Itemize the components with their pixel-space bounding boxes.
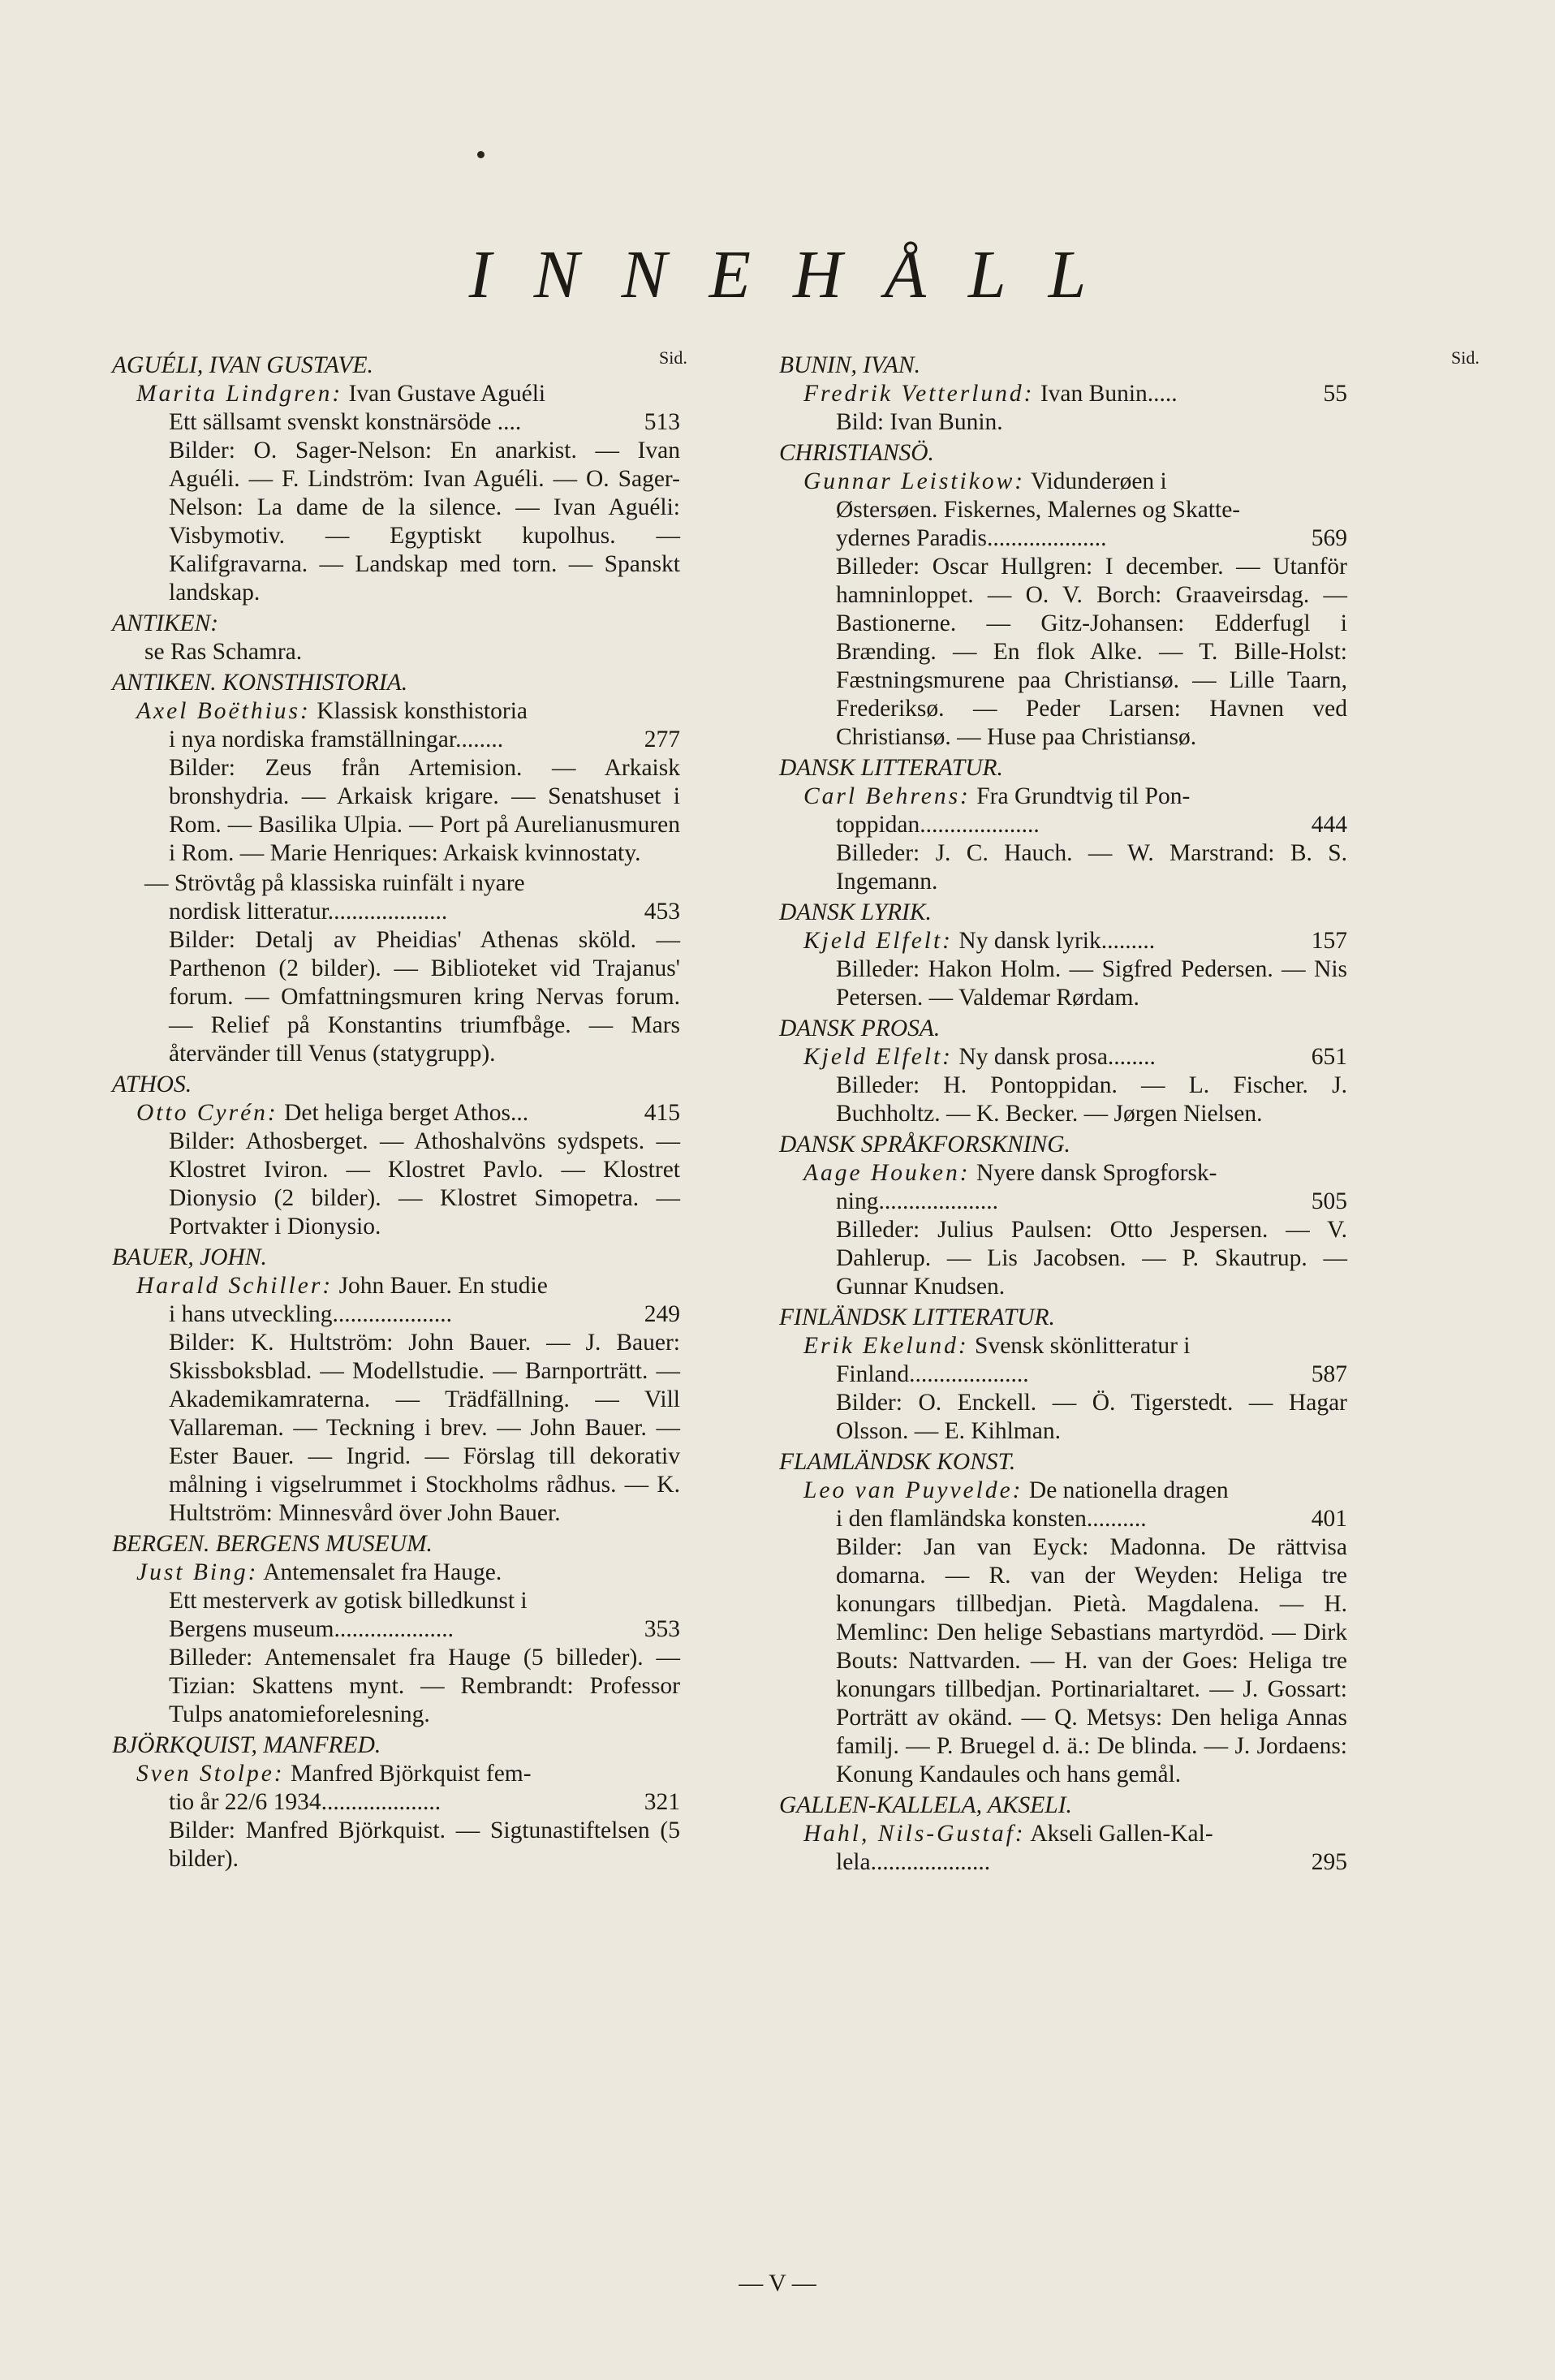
entry-heading: BUNIN, IVAN. — [779, 352, 920, 378]
entry-page-number: 513 — [644, 409, 680, 435]
entry-title-line — [779, 468, 1347, 496]
entry-title-text: se Ras Schamra. — [144, 639, 303, 665]
entry-title-text: Ett sällsamt svenskt konstnärsöde .... — [169, 409, 522, 435]
entry-page-number: 651 — [1311, 1044, 1347, 1070]
entry-title-line — [779, 783, 1347, 811]
entry-heading: FINLÄNDSK LITTERATUR. — [779, 1304, 1055, 1330]
entry-author: Erik Ekelund: — [803, 1333, 969, 1359]
page-column-label-left: Sid. — [659, 347, 687, 368]
entry-title-text: Ivan Bunin..... — [1040, 381, 1178, 407]
entry-title-text: Østersøen. Fiskernes, Malernes og Skatte- — [836, 497, 1241, 523]
entry-title-text: toppidan.................... — [836, 812, 1040, 838]
entry-title-text: Antemensalet fra Hauge. — [263, 1559, 502, 1585]
entry-page-number: 353 — [644, 1616, 680, 1642]
entry-illustrations: Bilder: Athosberget. — Athoshalvöns sydspets. — Klostret Iviron. — Klostret Pavlo. — Klostret Dionysio (2 bilder). — Klostret Simopetra. — Portvakter i Dionysio. — [169, 1128, 680, 1240]
entry-title-text: Akseli Gallen-Kal- — [1030, 1821, 1213, 1847]
entry-heading: BERGEN. BERGENS MUSEUM. — [112, 1531, 433, 1557]
entry-title-line — [779, 380, 1347, 408]
entry-illustrations: Bilder: O. Sager-Nelson: En anarkist. — Ivan Aguéli. — F. Lindström: Ivan Aguéli. — O. Sager-Nelson: La dame de la silence. — Ivan Aguéli: Visbymotiv. — Egyptiskt kupolhus. — Kalifgravarna. — Landskap med torn. — Spanskt landskap. — [169, 438, 680, 606]
index-entry — [779, 1015, 1347, 1128]
index-entry — [779, 1448, 1347, 1789]
entry-illustrations: Billeder: Julius Paulsen: Otto Jespersen. — V. Dahlerup. — Lis Jacobsen. — P. Skautrup. — Gunnar Knudsen. — [836, 1217, 1347, 1300]
index-entry — [779, 899, 1347, 1012]
entry-author: Kjeld Elfelt: — [803, 1044, 954, 1070]
index-entry — [112, 869, 680, 1068]
page-column-label-right: Sid. — [1451, 347, 1480, 368]
entry-title-text: Ivan Gustave Aguéli — [348, 381, 546, 407]
entry-title-line — [112, 408, 680, 437]
entry-illustrations: Bilder: Detalj av Pheidias' Athenas sköld. — Parthenon (2 bilder). — Biblioteket vid Trajanus' forum. — Omfattningsmuren kring Nervas forum. — Relief på Konstantins triumfbåge. — Mars återvänder till Venus (statygrupp). — [169, 927, 680, 1067]
entry-illustrations: Bilder: K. Hultström: John Bauer. — J. Bauer: Skissboksblad. — Modellstudie. — Barnporträtt. — Akademikamraterna. — Trädfällning. — Vill Vallareman. — Teckning i brev. — John Bauer. — Ester Bauer. — Ingrid. — Förslag till dekorativ målning i vigselrummet i Stockholms rådhus. — K. Hultström: Minnesvård över John Bauer. — [169, 1330, 680, 1526]
entry-title-line — [112, 1587, 680, 1615]
entry-heading: DANSK SPRÅKFORSKNING. — [779, 1132, 1070, 1158]
entry-author: Harald Schiller: — [136, 1273, 334, 1299]
entry-title-text: i den flamländska konsten.......... — [836, 1506, 1147, 1532]
entry-page-number: 569 — [1311, 525, 1347, 551]
entry-author: Just Bing: — [136, 1559, 259, 1585]
index-entry — [779, 1131, 1347, 1301]
entry-title-line — [779, 811, 1347, 839]
index-entry — [779, 754, 1347, 896]
entry-title-text: Ny dansk lyrik......... — [958, 928, 1156, 954]
entry-illustrations: Bilder: Zeus från Artemision. — Arkaisk bronshydria. — Arkaisk krigare. — Senatshuset i Rom. — Basilika Ulpia. — Port på Aurelianusmuren i Rom. — Marie Henriques: Arkaisk kvinnostaty. — [169, 755, 680, 866]
entry-title-line — [779, 496, 1347, 524]
index-entry — [112, 1244, 680, 1528]
entry-page-number: 444 — [1311, 812, 1347, 838]
index-entry — [112, 1530, 680, 1729]
entry-title-line — [779, 1360, 1347, 1389]
entry-title-text: Ny dansk prosa........ — [958, 1044, 1156, 1070]
entry-illustrations: Bilder: Jan van Eyck: Madonna. De rättvisa domarna. — R. van der Weyden: Heliga tre konungars tillbedjan. Pietà. Magdalena. — H. Memlinc: Den helige Sebastians martyrdöd. — Dirk Bouts: Nattvarden. — H. van der Goes: Heliga tre konungars tillbedjan. Portinarialtaret. — J. Gossart: Porträtt av okänd. — Q. Metsys: Den heliga Annas familj. — P. Bruegel d. ä.: De blinda. — J. Jordaens: Konung Kandaules och hans gemål. — [836, 1534, 1347, 1787]
entry-title-line — [112, 1788, 680, 1817]
entry-heading: AGUÉLI, IVAN GUSTAVE. — [112, 352, 373, 378]
entry-title-text: Vidunderøen i — [1030, 468, 1167, 494]
entry-page-number: 415 — [644, 1100, 680, 1126]
entry-title-text: Det heliga berget Athos... — [284, 1100, 529, 1126]
entry-author: Gunnar Leistikow: — [803, 468, 1026, 494]
entry-title-text: nordisk litteratur.................... — [169, 899, 448, 925]
entry-page-number: 453 — [644, 899, 680, 925]
entry-title-line — [779, 1820, 1347, 1848]
entry-title-line — [112, 1300, 680, 1329]
entry-title-text: lela.................... — [836, 1849, 991, 1875]
index-entry — [112, 1071, 680, 1241]
entry-title-text: Svensk skönlitteratur i — [975, 1333, 1191, 1359]
index-entry — [779, 1304, 1347, 1446]
entry-heading: CHRISTIANSÖ. — [779, 440, 934, 466]
entry-title-line — [112, 898, 680, 926]
entry-title-line — [779, 1848, 1347, 1877]
entry-illustrations: Bild: Ivan Bunin. — [836, 409, 1003, 435]
entry-author: Kjeld Elfelt: — [803, 928, 954, 954]
entry-title-line — [112, 380, 680, 408]
entry-heading: ATHOS. — [112, 1071, 192, 1097]
entry-title-line — [112, 697, 680, 726]
entry-illustrations: Billeder: H. Pontoppidan. — L. Fischer. J. Buchholtz. — K. Becker. — Jørgen Nielsen. — [836, 1072, 1347, 1127]
page-title: INNEHÅLL — [468, 237, 1129, 313]
index-entry — [779, 351, 1347, 437]
entry-title-line — [779, 927, 1347, 955]
entry-title-line — [112, 1272, 680, 1300]
entry-author: Axel Boëthius: — [136, 698, 311, 724]
entry-author: Otto Cyrén: — [136, 1100, 278, 1126]
entry-title-text: ydernes Paradis.................... — [836, 525, 1107, 551]
index-entry — [779, 439, 1347, 752]
entry-page-number: 587 — [1311, 1361, 1347, 1387]
entry-page-number: 295 — [1311, 1849, 1347, 1875]
entry-title-line — [779, 1043, 1347, 1071]
entry-title-text: Fra Grundtvig til Pon- — [976, 783, 1191, 809]
index-entry — [112, 351, 680, 607]
entry-author: Marita Lindgren: — [136, 381, 343, 407]
entry-author: Sven Stolpe: — [136, 1761, 285, 1787]
index-column-right — [779, 349, 1347, 1878]
entry-title-line — [779, 1332, 1347, 1360]
entry-title-line — [112, 1099, 680, 1127]
entry-illustrations: Billeder: J. C. Hauch. — W. Marstrand: B. S. Ingemann. — [836, 840, 1347, 895]
entry-title-line — [112, 1559, 680, 1587]
entry-title-text: Manfred Björkquist fem- — [291, 1761, 532, 1787]
entry-title-text: Bergens museum.................... — [169, 1616, 454, 1642]
entry-heading: DANSK LITTERATUR. — [779, 755, 1003, 781]
entry-title-text: tio år 22/6 1934.................... — [169, 1789, 442, 1815]
entry-illustrations: Bilder: O. Enckell. — Ö. Tigerstedt. — Hagar Olsson. — E. Kihlman. — [836, 1390, 1347, 1444]
entry-title-text: Klassisk konsthistoria — [317, 698, 528, 724]
entry-heading: GALLEN-KALLELA, AKSELI. — [779, 1792, 1072, 1818]
entry-illustrations: Billeder: Oscar Hullgren: I december. — Utanför hamninloppet. — O. V. Borch: Graaveirsdag. — Bastionerne. — Gitz-Johansen: Edderfugl i Brænding. — En flok Alke. — T. Bille-Holst: Fæstningsmurene paa Christiansø. — Lille Taarn, Frederiksø. — Peder Larsen: Havnen ved Christiansø. — Huse paa Christiansø. — [836, 554, 1347, 750]
entry-illustrations: Billeder: Antemensalet fra Hauge (5 billeder). — Tizian: Skattens mynt. — Rembrandt: Professor Tulps anatomieforelesning. — [169, 1645, 680, 1727]
entry-title-line — [779, 1505, 1347, 1533]
entry-illustrations: Billeder: Hakon Holm. — Sigfred Pedersen. — Nis Petersen. — Valdemar Rørdam. — [836, 956, 1347, 1011]
index-column-left — [112, 349, 680, 1875]
entry-author: Aage Houken: — [803, 1160, 971, 1186]
entry-heading: ANTIKEN. KONSTHISTORIA. — [112, 670, 408, 696]
index-entry — [112, 669, 680, 868]
entry-author: Hahl, Nils-Gustaf: — [803, 1821, 1026, 1847]
entry-title-text: — Strövtåg på klassiska ruinfält i nyare — [144, 870, 525, 896]
ink-dot — [477, 151, 485, 158]
index-entry — [779, 1791, 1347, 1877]
entry-title-text: ning.................... — [836, 1188, 998, 1214]
entry-page-number: 249 — [644, 1301, 680, 1327]
entry-title-text: John Bauer. En studie — [338, 1273, 548, 1299]
entry-author: Fredrik Vetterlund: — [803, 381, 1035, 407]
entry-heading: DANSK LYRIK. — [779, 899, 932, 925]
page-footer: — V — — [739, 2270, 816, 2296]
entry-author: Carl Behrens: — [803, 783, 971, 809]
entry-title-line — [779, 524, 1347, 553]
index-entry — [112, 1731, 680, 1873]
entry-page-number: 321 — [644, 1789, 680, 1815]
entry-title-text: Ett mesterverk av gotisk billedkunst i — [169, 1588, 528, 1614]
entry-heading: ANTIKEN: — [112, 610, 219, 636]
entry-heading: FLAMLÄNDSK KONST. — [779, 1449, 1016, 1475]
entry-page-number: 277 — [644, 727, 680, 752]
entry-page-number: 505 — [1311, 1188, 1347, 1214]
entry-title-text: i hans utveckling.................... — [169, 1301, 453, 1327]
entry-title-line — [779, 1159, 1347, 1188]
entry-title-text: i nya nordiska framställningar........ — [169, 727, 504, 752]
entry-title-line — [112, 726, 680, 754]
entry-heading: DANSK PROSA. — [779, 1015, 941, 1041]
entry-heading: BJÖRKQUIST, MANFRED. — [112, 1732, 381, 1758]
entry-heading: BAUER, JOHN. — [112, 1244, 267, 1270]
index-entry — [112, 610, 680, 666]
entry-title-text: Finland.................... — [836, 1361, 1029, 1387]
entry-illustrations: Bilder: Manfred Björkquist. — Sigtunastiftelsen (5 bilder). — [169, 1817, 680, 1872]
entry-title-line — [112, 869, 680, 898]
entry-author: Leo van Puyvelde: — [803, 1477, 1023, 1503]
entry-title-line — [112, 638, 680, 666]
entry-title-line — [779, 1477, 1347, 1505]
entry-title-line — [779, 1188, 1347, 1216]
entry-page-number: 157 — [1311, 928, 1347, 954]
entry-title-line — [112, 1615, 680, 1644]
entry-page-number: 55 — [1323, 381, 1347, 407]
entry-title-line — [112, 1760, 680, 1788]
entry-page-number: 401 — [1311, 1506, 1347, 1532]
entry-title-text: De nationella dragen — [1028, 1477, 1229, 1503]
entry-title-text: Nyere dansk Sprogforsk- — [976, 1160, 1217, 1186]
